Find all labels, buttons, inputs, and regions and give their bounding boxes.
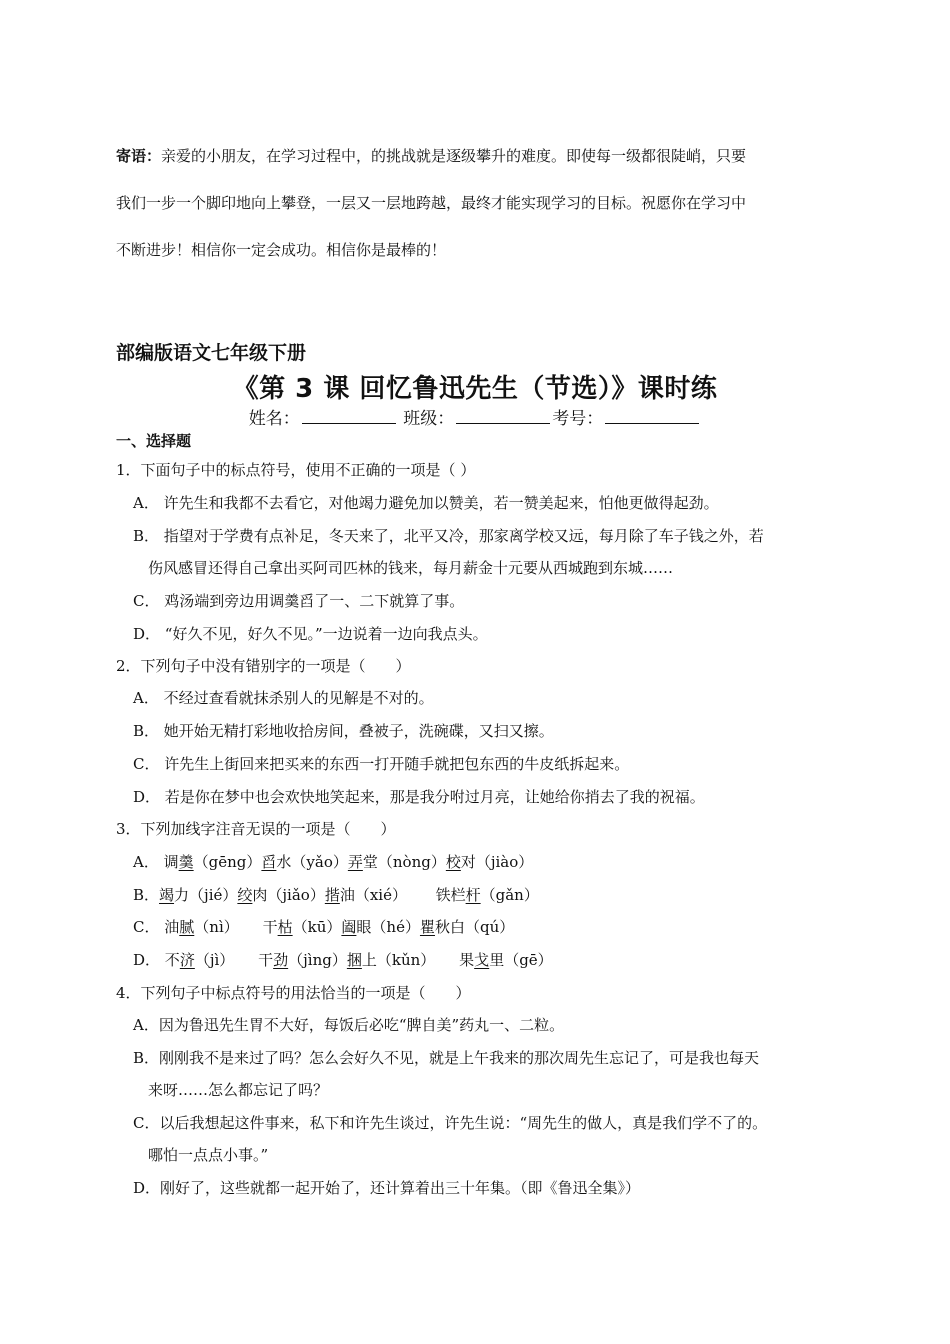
question-1-option-b-cont: 伤风感冒还得自己拿出买阿司匹林的钱来，每月薪金十元要从西城跑到东城…… [148,559,674,577]
question-3-stem: 3．下列加线字注音无误的一项是（ ） [116,820,396,838]
underlined-char: 校 [445,853,461,871]
question-4-option-b-cont: 来呀……怎么都忘记了吗？ [148,1081,329,1099]
question-1-option-d: D． “好久不见，好久不见。”一边说着一边向我点头。 [133,625,488,643]
class-blank [456,407,550,424]
question-1-stem: 1．下面句子中的标点符号，使用不正确的一项是（ ） [116,461,476,479]
question-4-stem: 4．下列句子中标点符号的用法恰当的一项是（ ） [116,984,471,1002]
question-4-option-b: B．刚刚我不是来过了吗？怎么会好久不见，就是上午我来的那次周先生忘记了，可是我也每天 [133,1049,760,1067]
student-info-row [0,404,950,429]
question-3-option-a: A． 调羹（gēng）舀水（yǎo）弄堂（nòng）校对（jiào） [133,853,534,871]
name-blank [302,407,396,424]
page-title: 《第 3 课 回忆鲁迅先生（节选）》课时练 [232,374,718,404]
question-2-option-c: C． 许先生上街回来把买来的东西一打开随手就把包东西的牛皮纸拆起来。 [133,755,630,773]
question-2-stem: 2．下列句子中没有错别字的一项是（ ） [116,657,411,675]
question-1-option-b: B． 指望对于学费有点补足，冬天来了，北平又冷，那家离学校又远，每月除了车子钱之外，若 [133,527,764,545]
question-3-option-c: C． 油腻（nì） 干枯（kū）阖眼（hé）瞿秋白（qú） [133,918,515,936]
subtitle: 部编版语文七年级下册 [116,342,307,364]
question-4-option-c-cont: 哪怕一点点小事。” [148,1146,269,1164]
question-2-option-d: D． 若是你在梦中也会欢快地笑起来，那是我分咐过月亮，让她给你捎去了我的祝福。 [133,788,705,806]
message-line-1 [116,146,746,166]
underlined-char: 竭 [159,886,175,904]
underlined-char: 绞 [237,886,253,904]
question-4-option-d: D．刚好了，这些就都一起开始了，还计算着出三十年集。（即《鲁迅全集》） [133,1179,641,1197]
underlined-char: 阖 [341,918,357,936]
question-4-option-a: A．因为鲁迅先生胃不大好，每饭后必吃“脾自美”药丸一、二粒。 [133,1016,565,1034]
message-text-1: 亲爱的小朋友，在学习过程中，的挑战就是逐级攀升的难度。即使每一级都很陡峭，只要 [161,147,747,165]
underlined-char: 揩 [324,886,340,904]
underlined-char: 羹 [178,853,194,871]
question-1-option-c: C． 鸡汤端到旁边用调羹舀了一、二下就算了事。 [133,592,465,610]
underlined-char: 枯 [277,918,293,936]
exam-label: 考号： [552,409,604,429]
question-2-option-b: B． 她开始无精打彩地收拾房间，叠被子，洗碗碟，又扫又擦。 [133,722,554,740]
message-label: 寄语： [116,147,162,165]
message-line-3: 不断进步！相信你一定会成功。相信你是最棒的！ [116,241,447,259]
question-3-option-b: B．竭力（jié）绞肉（jiǎo）揩油（xié） 铁栏杆（gǎn） [133,886,539,904]
underlined-char: 腻 [179,918,195,936]
underlined-char: 捆 [346,951,362,969]
underlined-char: 弄 [347,853,363,871]
underlined-char: 舀 [261,853,277,871]
underlined-char: 戈 [474,951,490,969]
section-heading: 一、选择题 [116,432,192,450]
class-label: 班级： [403,409,455,429]
name-label: 姓名： [248,409,300,429]
question-1-option-a: A． 许先生和我都不去看它，对他竭力避免加以赞美，若一赞美起来，怕他更做得起劲。 [133,494,719,512]
underlined-char: 杆 [465,886,481,904]
exam-blank [605,407,699,424]
question-3-option-d: D． 不济（jì） 干劲（jìng）捆上（kǔn） 果戈里（gē） [133,951,553,969]
message-line-2: 我们一步一个脚印地向上攀登，一层又一层地跨越，最终才能实现学习的目标。祝愿你在学习中 [116,194,747,212]
underlined-char: 济 [179,951,195,969]
underlined-char: 瞿 [419,918,435,936]
question-4-option-c: C．以后我想起这件事来，私下和许先生谈过，许先生说：“周先生的做人，真是我们学不了的。 [133,1114,768,1132]
question-2-option-a: A． 不经过查看就抹杀别人的见解是不对的。 [133,689,434,707]
underlined-char: 劲 [273,951,289,969]
